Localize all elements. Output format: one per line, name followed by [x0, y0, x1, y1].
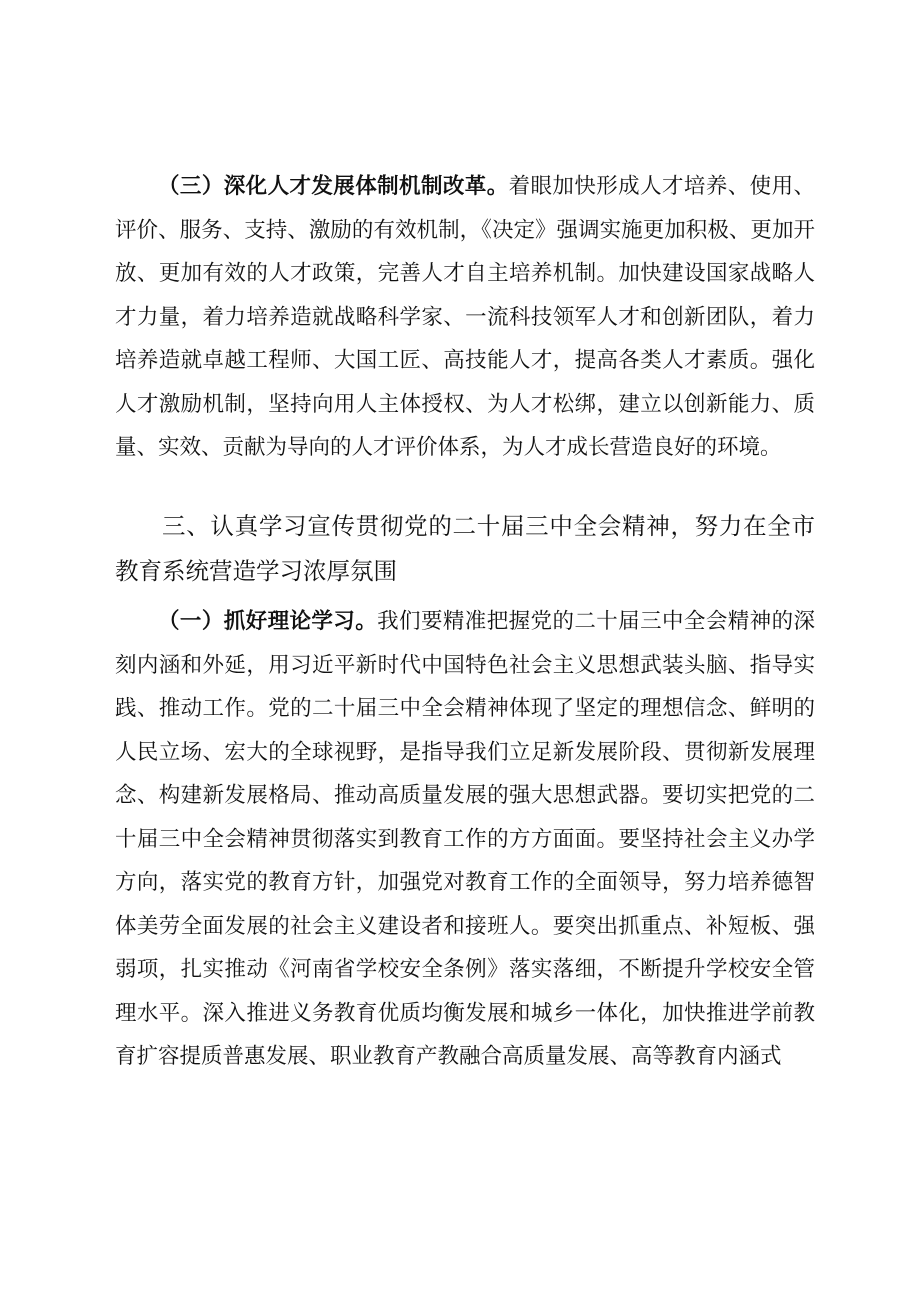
paragraph-text: [115, 600, 815, 1079]
section-heading: [115, 504, 815, 594]
paragraph-theory-study: [115, 600, 815, 1079]
paragraph-body: 着眼加快形成人才培养、使用、评价、服务、支持、激励的有效机制，《决定》强调实施更加积极、更加开放、更加有效的人才政策，完善人才自主培养机制。加快建设国家战略人才力量，着力培养造就战略科学家、一流科技领军人才和创新团队，着力培养造就卓越工程师、大国工匠、高技能人才，提高各类人才素质。强化人才激励机制，坚持向用人主体授权、为人才松绑，建立以创新能力、质量、实效、贡献为导向的人才评价体系，为人才成长营造良好的环境。: [115, 174, 815, 460]
paragraph-lead-heading: （三）深化人才发展体制机制改革。: [158, 174, 509, 199]
paragraph-text: [115, 165, 815, 470]
section-heading-text: 三、认真学习宣传贯彻党的二十届三中全会精神，努力在全市教育系统营造学习浓厚氛围: [115, 512, 815, 585]
paragraph-lead-heading: （一）抓好理论学习。: [158, 609, 378, 634]
paragraph-body: 我们要精准把握党的二十届三中全会精神的深刻内涵和外延，用习近平新时代中国特色社会主义思想武装头脑、指导实践、推动工作。党的二十届三中全会精神体现了坚定的理想信念、鲜明的人民立场、宏大的全球视野，是指导我们立足新发展阶段、贯彻新发展理念、构建新发展格局、推动高质量发展的强大思想武器。要切实把党的二十届三中全会精神贯彻落实到教育工作的方方面面。要坚持社会主义办学方向，落实党的教育方针，加强党对教育工作的全面领导，努力培养德智体美劳全面发展的社会主义建设者和接班人。要突出抓重点、补短板、强弱项，扎实推动《河南省学校安全条例》落实落细，不断提升学校安全管理水平。深入推进义务教育优质均衡发展和城乡一体化，加快推进学前教育扩容提质普惠发展、职业教育产教融合高质量发展、高等教育内涵式: [115, 609, 815, 1069]
paragraph-talent-reform: [115, 165, 815, 470]
